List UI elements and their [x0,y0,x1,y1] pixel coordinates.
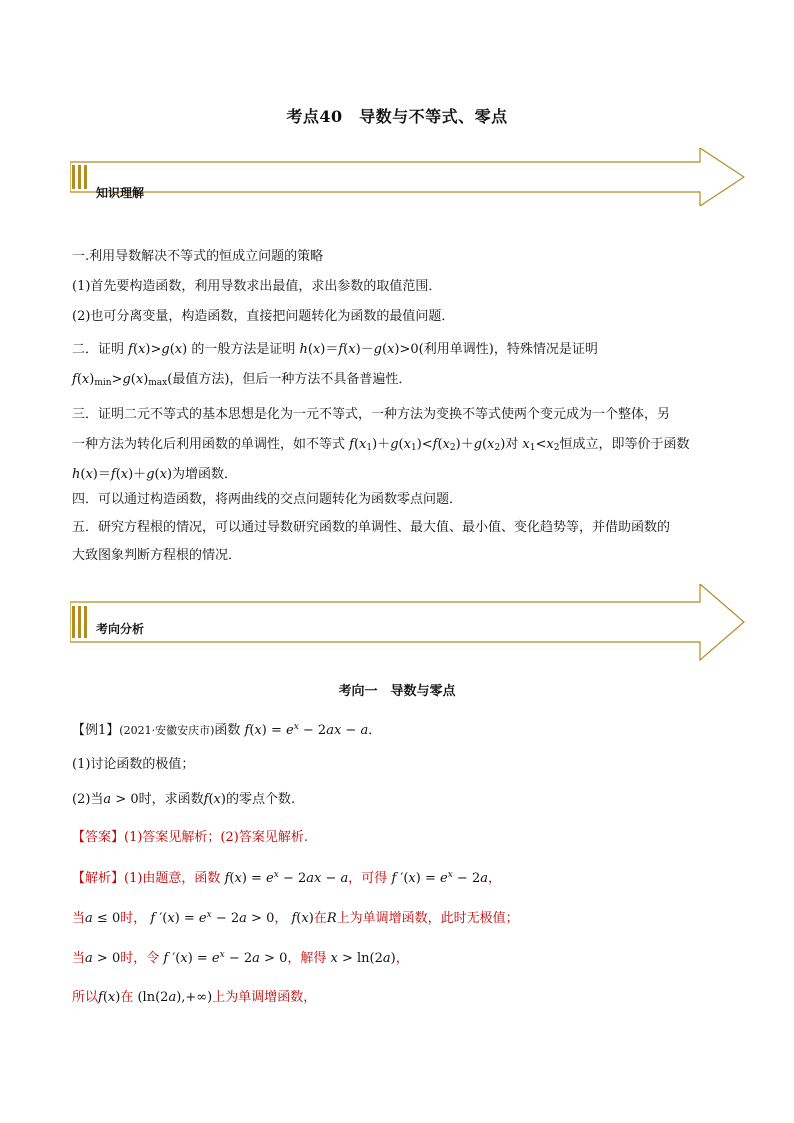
question-1: (1)讨论函数的极值； [72,757,195,772]
example-stem: 【例1】(2021·安徽安庆市)函数 $f(x) = e^x - 2ax - a$． [72,722,382,738]
banner-label: 知识理解 [96,186,145,200]
knowledge-line-9: 四．可以通过构造函数，将两曲线的交点问题转化为函数零点问题． [72,492,463,507]
analysis-line-4: 所以f(x)在 (ln(2a),+∞)上为单调增函数， [72,990,317,1005]
analysis-line-1: 【解析】(1)由题意，函数 $f(x) = e^x - 2ax - a$，可得 f $'(x) = e^x - 2a$， [72,870,501,886]
banner-label: 考向分析 [96,622,145,636]
section-banner-knowledge [70,148,745,206]
knowledge-line-1: 一.利用导数解决不等式的恒成立问题的策略 [72,249,324,264]
analysis-line-3: 当a > 0时，令 f $'(x) = e^x - 2a > 0$，解得 x > ln(2a)， [72,950,409,966]
section-heading: 考向一 导数与零点 [338,684,456,699]
knowledge-line-4: 二．证明 f(x)>g(x) 的一般方法是证明 h(x)＝f(x)－g(x)>0(利用单调性)，特殊情况是证明 [72,342,598,357]
knowledge-line-8: h(x)＝f(x)＋g(x)为增函数． [72,467,238,482]
knowledge-line-6: 三．证明二元不等式的基本思想是化为一元不等式，一种方法为变换不等式使两个变元成为一个整体，另 [72,407,671,422]
knowledge-line-10: 五．研究方程根的情况，可以通过导数研究函数的单调性、最大值、最小值、变化趋势等，并借助函数的 [72,520,671,535]
knowledge-line-3: (2)也可分离变量，构造函数，直接把问题转化为函数的最值问题． [72,309,455,324]
knowledge-line-2: (1)首先要构造函数，利用导数求出最值，求出参数的取值范围． [72,279,442,294]
arrow-banner-icon [70,584,745,662]
question-2: (2)当a > 0时，求函数f(x)的零点个数. [72,792,296,807]
arrow-banner-icon [70,148,745,206]
page-title: 考点40 导数与不等式、零点 [286,107,508,126]
analysis-line-2: 当a ≤ 0时， f $'(x) = e^x - 2a > 0$， f(x)在R上为单调增函数，此时无极值； [72,910,519,926]
knowledge-line-11: 大致图象判断方程根的情况． [72,548,242,563]
section-banner-analysis [70,584,745,642]
knowledge-line-7: 一种方法为转化后利用函数的单调性，如不等式 $f(x_1)+g(x_1)<f(x_2)+g(x_2)$对 $x_1<x_2$恒成立，即等价于函数 [72,437,690,453]
knowledge-line-5: $f(x)_{min}>g(x)_{max}$(最值方法)，但后一种方法不具备普遍性． [72,372,412,388]
answer-line: 【答案】(1)答案见解析；(2)答案见解析. [72,830,308,845]
